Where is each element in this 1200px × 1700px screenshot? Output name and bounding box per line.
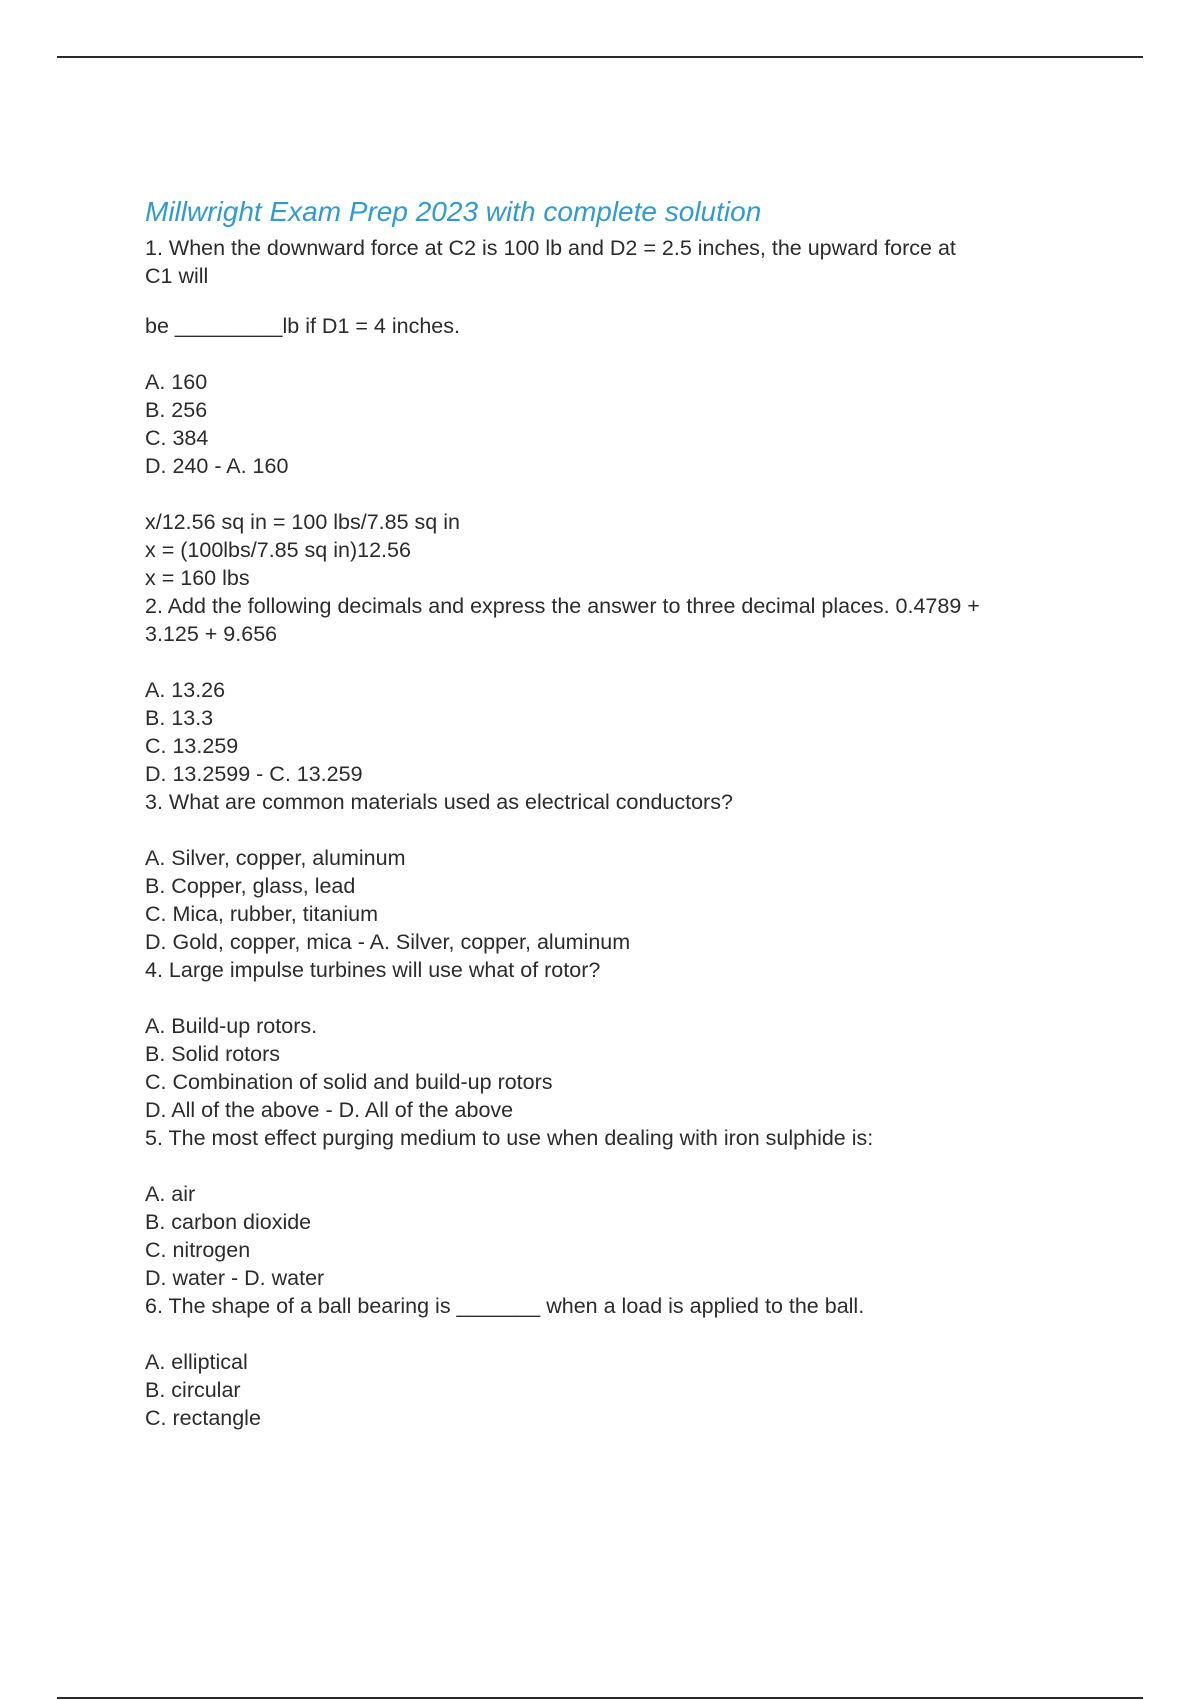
- answer-option: C. 384: [145, 426, 209, 450]
- answer-option: B. 256: [145, 398, 208, 422]
- answer-option: D. Gold, copper, mica - A. Silver, copper, aluminum: [145, 930, 631, 954]
- answer-option: C. 13.259: [145, 734, 239, 758]
- question-stem: be _________lb if D1 = 4 inches.: [145, 314, 460, 338]
- solution-line: x = 160 lbs: [145, 566, 250, 590]
- answer-option: A. Build-up rotors.: [145, 1014, 318, 1038]
- solution-line: x = (100lbs/7.85 sq in)12.56: [145, 538, 411, 562]
- question-stem: 5. The most effect purging medium to use when dealing with iron sulphide is:: [145, 1126, 874, 1150]
- question-5: [145, 1124, 1095, 1292]
- answer-option: D. 240 - A. 160: [145, 454, 289, 478]
- question-2: [145, 592, 1095, 788]
- question-3: [145, 788, 1095, 956]
- answer-option: B. Solid rotors: [145, 1042, 281, 1066]
- top-rule: [57, 56, 1143, 58]
- question-1: [145, 234, 1095, 592]
- answer-option: C. Combination of solid and build-up rotors: [145, 1070, 553, 1094]
- question-stem: 3.125 + 9.656: [145, 622, 278, 646]
- solution-line: x/12.56 sq in = 100 lbs/7.85 sq in: [145, 510, 460, 534]
- answer-option: A. 160: [145, 370, 208, 394]
- answer-option: A. Silver, copper, aluminum: [145, 846, 406, 870]
- answer-option: B. circular: [145, 1378, 241, 1402]
- answer-option: A. elliptical: [145, 1350, 248, 1374]
- question-stem: 4. Large impulse turbines will use what of rotor?: [145, 958, 601, 982]
- question-4: [145, 956, 1095, 1124]
- document-title: Millwright Exam Prep 2023 with complete solution: [145, 196, 762, 227]
- answer-option: B. carbon dioxide: [145, 1210, 312, 1234]
- question-stem: 3. What are common materials used as electrical conductors?: [145, 790, 733, 814]
- answer-option: D. All of the above - D. All of the above: [145, 1098, 514, 1122]
- bottom-rule: [57, 1697, 1143, 1699]
- question-stem: C1 will: [145, 264, 209, 288]
- answer-option: C. Mica, rubber, titanium: [145, 902, 379, 926]
- document-body: [145, 196, 1095, 1432]
- answer-option: C. nitrogen: [145, 1238, 251, 1262]
- question-stem: 1. When the downward force at C2 is 100 lb and D2 = 2.5 inches, the upward force at: [145, 236, 956, 260]
- answer-option: D. 13.2599 - C. 13.259: [145, 762, 363, 786]
- answer-option: A. air: [145, 1182, 196, 1206]
- answer-option: C. rectangle: [145, 1406, 261, 1430]
- answer-option: A. 13.26: [145, 678, 226, 702]
- question-6: [145, 1292, 1095, 1432]
- answer-option: B. Copper, glass, lead: [145, 874, 356, 898]
- question-stem: 6. The shape of a ball bearing is _______ when a load is applied to the ball.: [145, 1294, 865, 1318]
- question-stem: 2. Add the following decimals and express the answer to three decimal places. 0.4789 +: [145, 594, 980, 618]
- answer-option: D. water - D. water: [145, 1266, 325, 1290]
- answer-option: B. 13.3: [145, 706, 214, 730]
